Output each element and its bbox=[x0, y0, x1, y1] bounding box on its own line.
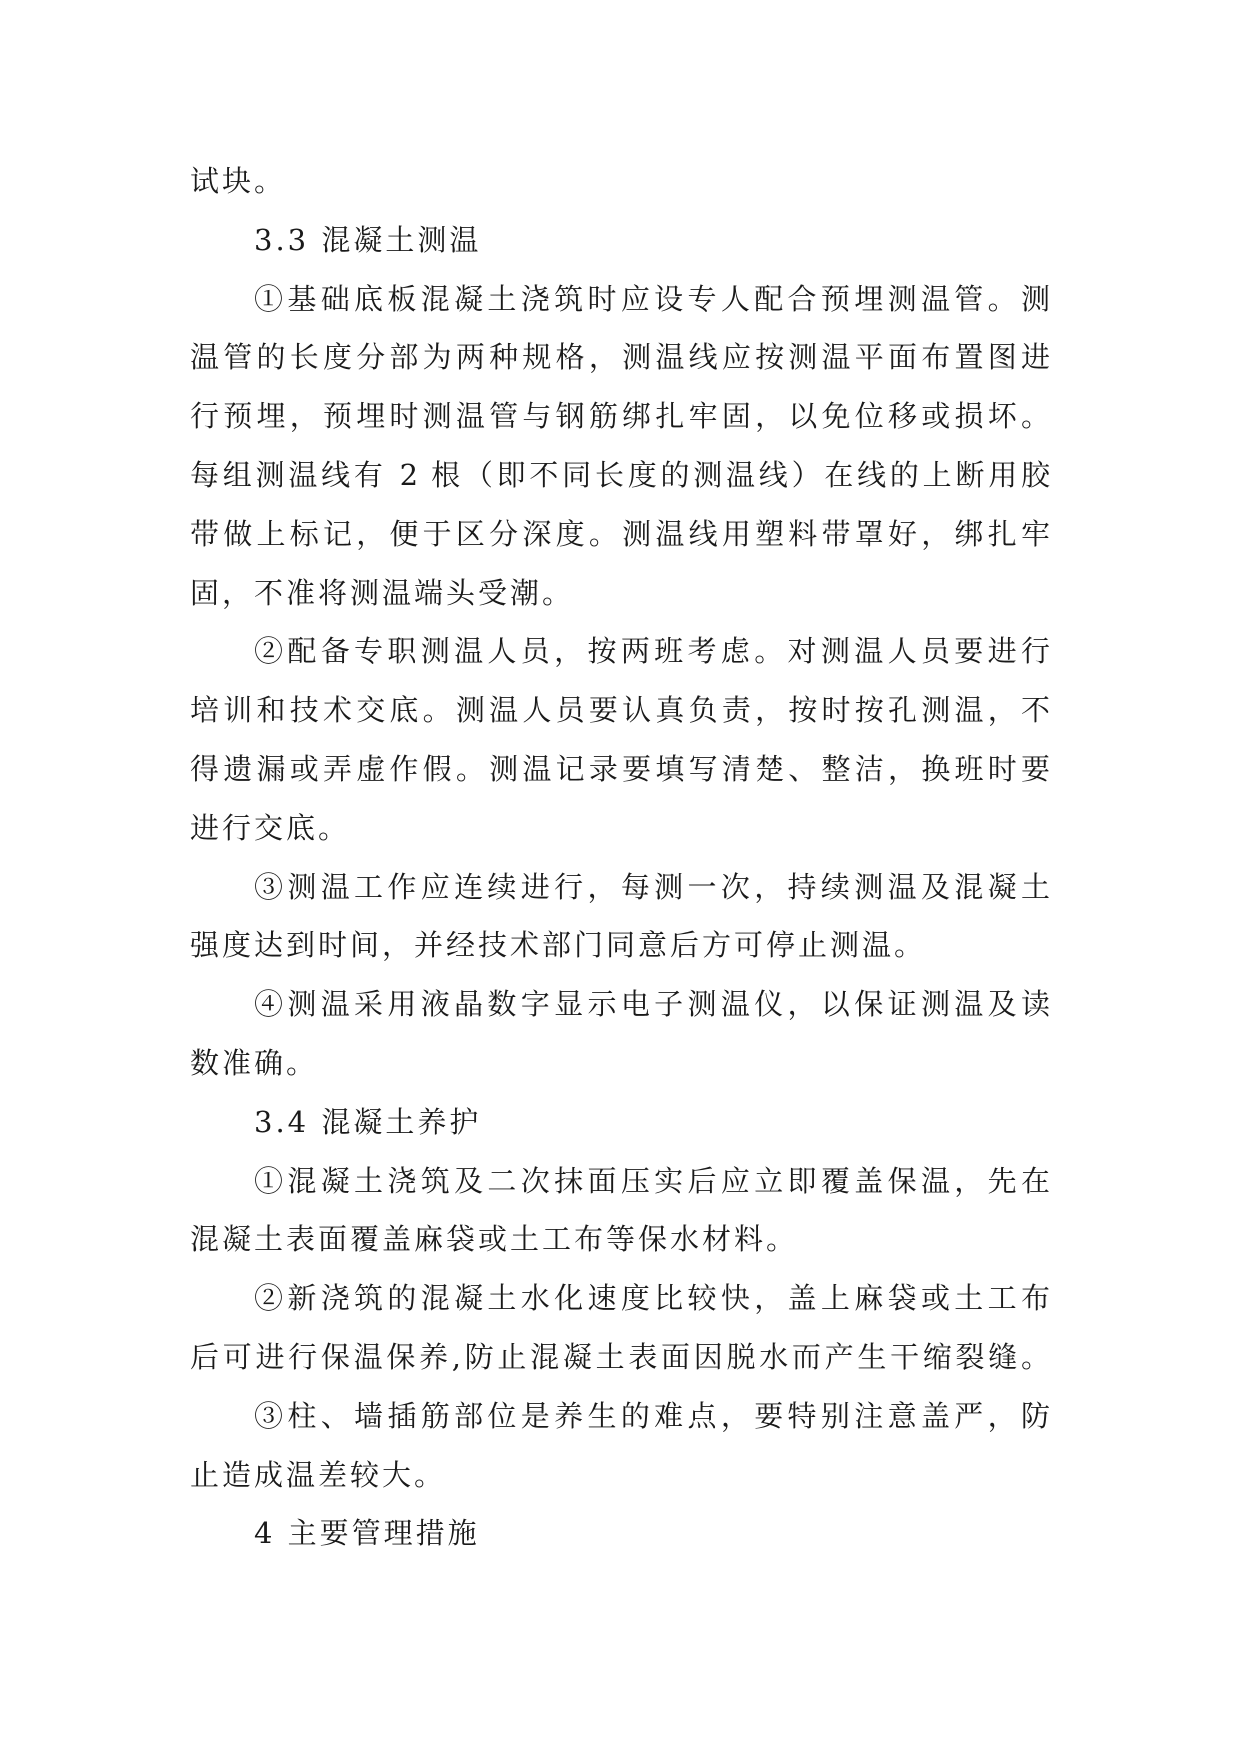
text-line: ①基础底板混凝土浇筑时应设专人配合预埋测温管。测 bbox=[254, 281, 1050, 316]
section-heading-3-4: 3.4 混凝土养护 bbox=[254, 1104, 482, 1139]
text-line: 行预埋，预埋时测温管与钢筋绑扎牢固，以免位移或损坏。 bbox=[190, 399, 1050, 434]
text-line: ③柱、墙插筋部位是养生的难点，要特别注意盖严，防 bbox=[254, 1398, 1050, 1433]
text-line: 每组测温线有 2 根（即不同长度的测温线）在线的上断用胶 bbox=[190, 457, 1050, 492]
text-line: 带做上标记，便于区分深度。测温线用塑料带罩好，绑扎牢 bbox=[190, 516, 1050, 551]
section-heading-3-3: 3.3 混凝土测温 bbox=[254, 222, 482, 257]
text-line: ①混凝土浇筑及二次抹面压实后应立即覆盖保温，先在 bbox=[254, 1163, 1050, 1198]
document-body bbox=[190, 152, 1050, 1563]
text-line: 混凝土表面覆盖麻袋或土工布等保水材料。 bbox=[190, 1222, 799, 1257]
text-line: 培训和技术交底。测温人员要认真负责，按时按孔测温，不 bbox=[190, 693, 1050, 728]
text-line: ②配备专职测温人员，按两班考虑。对测温人员要进行 bbox=[254, 634, 1050, 669]
text-line: 得遗漏或弄虚作假。测温记录要填写清楚、整洁，换班时要 bbox=[190, 751, 1050, 786]
text-line: ③测温工作应连续进行，每测一次，持续测温及混凝土 bbox=[254, 869, 1050, 904]
text-line: 数准确。 bbox=[190, 1045, 319, 1080]
text-line: 固，不准将测温端头受潮。 bbox=[190, 575, 575, 610]
text-line: 温管的长度分部为两种规格，测温线应按测温平面布置图进 bbox=[190, 340, 1050, 375]
section-heading-4: 4 主要管理措施 bbox=[254, 1516, 480, 1551]
text-line: 试块。 bbox=[190, 164, 287, 198]
text-line: 止造成温差较大。 bbox=[190, 1457, 447, 1492]
text-line: 进行交底。 bbox=[190, 810, 351, 845]
text-line: 强度达到时间，并经技术部门同意后方可停止测温。 bbox=[190, 928, 927, 963]
text-line: ②新浇筑的混凝土水化速度比较快，盖上麻袋或土工布 bbox=[254, 1281, 1050, 1316]
text-line: 后可进行保温保养,防止混凝土表面因脱水而产生干缩裂缝。 bbox=[190, 1339, 1050, 1374]
text-line: ④测温采用液晶数字显示电子测温仪，以保证测温及读 bbox=[254, 987, 1050, 1022]
